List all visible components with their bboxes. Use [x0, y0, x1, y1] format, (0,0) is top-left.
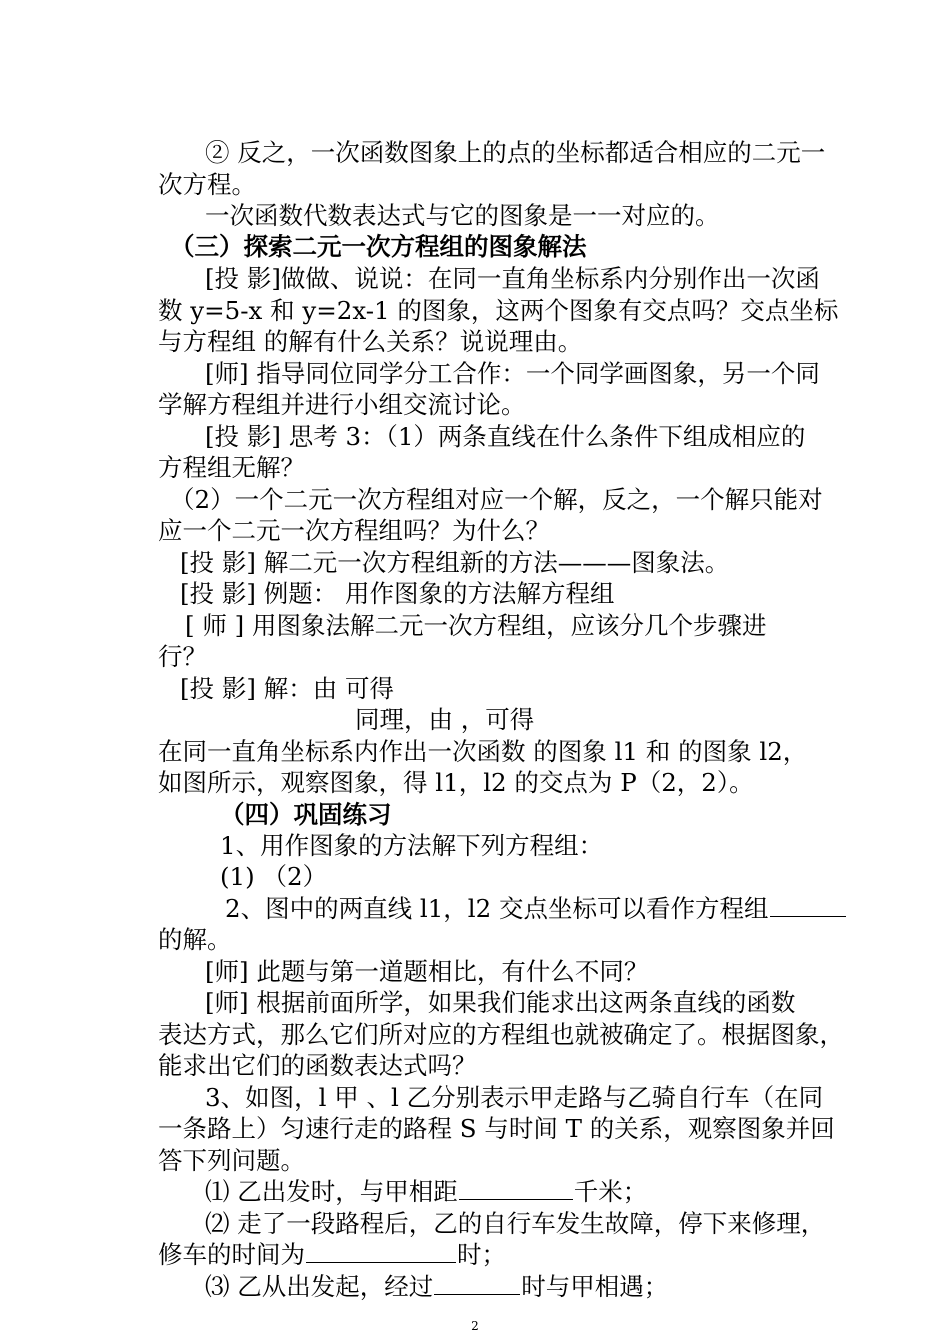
- paragraph-line: 如图所示，观察图象，得 l1，l2 的交点为 P（2，2）。: [158, 768, 754, 797]
- paragraph-line: [225, 892, 925, 926]
- paragraph-line: 3、如图，l 甲 、l 乙分别表示甲走路与乙骑自行车（在同: [205, 1083, 824, 1112]
- paragraph-line: 一次函数代数表达式与它的图象是一一对应的。: [205, 201, 720, 230]
- answer-blank[interactable]: [434, 1272, 520, 1295]
- question-3-1-text: ⑴ 乙出发时，与甲相距: [205, 1177, 458, 1206]
- paragraph-line: 应一个二元一次方程组吗？为什么？: [158, 516, 550, 545]
- paragraph-line: [投 影] 思考 3：（1）两条直线在什么条件下组成相应的: [205, 422, 806, 451]
- paragraph-line: [师] 指导同位同学分工合作：一个同学画图象，另一个同: [205, 359, 820, 388]
- paragraph-line: 的解。: [158, 925, 232, 954]
- paragraph-line: 与方程组 的解有什么关系？说说理由。: [158, 327, 583, 356]
- section-heading-4: （四）巩固练习: [220, 800, 392, 829]
- paragraph-line: [投 影] 解二元一次方程组新的方法———图象法。: [180, 548, 730, 577]
- answer-blank[interactable]: [306, 1240, 456, 1263]
- question-3-1-unit: 千米；: [573, 1177, 648, 1206]
- paragraph-line: ⑵ 走了一段路程后，乙的自行车发生故障，停下来修理，: [205, 1209, 826, 1238]
- paragraph-line: 方程组无解？: [158, 453, 305, 482]
- question-3-3-text: ⑶ 乙从出发起，经过: [205, 1272, 434, 1301]
- paragraph-line: 数 y=5-x 和 y=2x-1 的图象，这两个图象有交点吗？交点坐标: [158, 296, 839, 325]
- paragraph-line: 表达方式，那么它们所对应的方程组也就被确定了。根据图象，: [158, 1020, 844, 1049]
- paragraph-line: (1) （2）: [220, 862, 328, 891]
- answer-blank[interactable]: [770, 894, 846, 917]
- paragraph-line: [205, 1175, 905, 1209]
- paragraph-line: 在同一直角坐标系内作出一次函数 的图象 l1 和 的图象 l2，: [158, 737, 808, 766]
- paragraph-line: [师] 根据前面所学，如果我们能求出这两条直线的函数: [205, 988, 796, 1017]
- page-number: 2: [471, 1319, 479, 1333]
- paragraph-line: [师] 此题与第一道题相比，有什么不同？: [205, 957, 649, 986]
- paragraph-line: 同理，由 ，可得: [355, 705, 535, 734]
- paragraph-line: [205, 1270, 905, 1304]
- paragraph-line: [投 影] 例题： 用作图象的方法解方程组: [180, 579, 615, 608]
- paragraph-line: [158, 1238, 858, 1272]
- paragraph-line: 次方程。: [158, 170, 256, 199]
- paragraph-line: 一条路上）匀速行走的路程 S 与时间 T 的关系，观察图象并回: [158, 1114, 835, 1143]
- question-3-3-unit: 时与甲相遇；: [521, 1272, 669, 1301]
- paragraph-line: [投 影]做做、说说：在同一直角坐标系内分别作出一次函: [205, 264, 820, 293]
- paragraph-line: ② 反之，一次函数图象上的点的坐标都适合相应的二元一: [205, 138, 826, 167]
- paragraph-line: 1、用作图象的方法解下列方程组：: [220, 831, 604, 860]
- question-2-text: 2、图中的两直线 l1，l2 交点坐标可以看作方程组: [225, 894, 769, 923]
- paragraph-line: [投 影] 解：由 可得: [180, 674, 394, 703]
- paragraph-line: 学解方程组并进行小组交流讨论。: [158, 390, 526, 419]
- paragraph-line: 答下列问题。: [158, 1146, 305, 1175]
- question-3-2-text: 修车的时间为: [158, 1240, 305, 1269]
- paragraph-line: （2）一个二元一次方程组对应一个解，反之，一个解只能对: [170, 485, 823, 514]
- question-3-2-unit: 时；: [457, 1240, 506, 1269]
- paragraph-line: [ 师 ] 用图象法解二元一次方程组，应该分几个步骤进: [185, 611, 767, 640]
- paragraph-line: 行？: [158, 642, 207, 671]
- paragraph-line: 能求出它们的函数表达式吗？: [158, 1051, 477, 1080]
- answer-blank[interactable]: [459, 1177, 573, 1200]
- section-heading-3: （三）探索二元一次方程组的图象解法: [170, 232, 587, 261]
